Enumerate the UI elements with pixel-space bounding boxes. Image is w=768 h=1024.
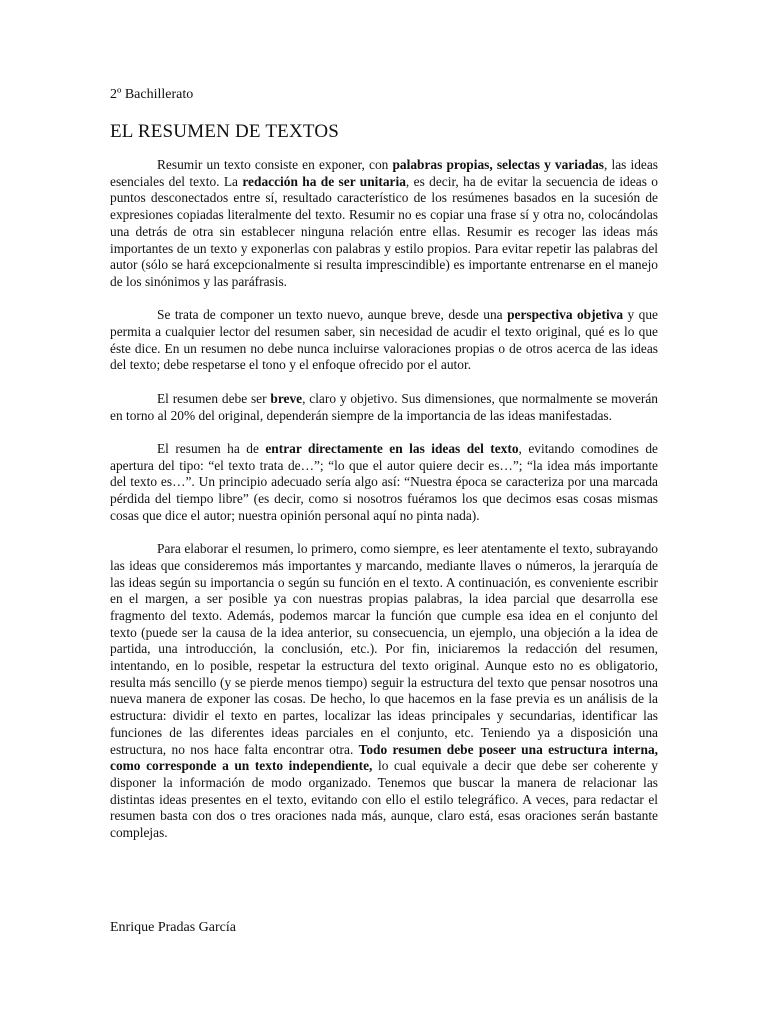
paragraph <box>110 441 658 525</box>
text-run: lo cual equivale a decir que debe ser coherente y disponer la información de modo organizado. Tenemos que buscar la manera de relacionar las distintas ideas presentes en el texto, evitando con ello el estilo telegráfico. A veces, para redactar el resumen basta con dos o tres oraciones nada más, aunque, claro está, esas oraciones serán bastante complejas. <box>110 758 658 841</box>
bold-text: perspectiva objetiva <box>507 307 624 323</box>
text-run: , es decir, ha de evitar la secuencia de ideas o puntos desconectados entre sí, resultado característico de los resúmenes basados en la sucesión de expresiones copiadas literalmente del texto. Resumir no es copiar una frase sí y otra no, colocándolas una detrás de otra sin establecer ninguna relación entre ellas. Resumir es recoger las ideas más importantes de un texto y exponerlas con palabras y estilo propios. Para evitar repetir las palabras del autor (sólo se hará excepcionalmente si resulta imprescindible) es importante entrenarse en el manejo de los sinónimos y las paráfrasis. <box>110 173 658 289</box>
bold-text: palabras propias, selectas y variadas <box>392 157 605 172</box>
text-run: El resumen ha de <box>157 440 266 456</box>
text-run: Se trata de componer un texto nuevo, aunque breve, desde una <box>157 307 508 323</box>
bold-text: entrar directamente en las ideas del texto <box>265 440 519 456</box>
paragraph <box>110 307 658 374</box>
paragraph <box>110 391 658 424</box>
text-run: Resumir un texto consiste en exponer, con <box>157 157 393 172</box>
paragraph <box>110 541 658 842</box>
text-run: El resumen debe ser <box>157 390 271 406</box>
text-run: Para elaborar el resumen, lo primero, como siempre, es leer atentamente el texto, subrayando las ideas que consideremos más importantes y marcando, mediante llaves o números, la jerarquía de las ideas según su importancia o según su función en el texto. A continuación, es conveniente escribir en el margen, a ser posible ya con nuestras propias palabras, la idea parcial que desarrolla ese fragmento del texto. Además, podemos marcar la función que cumple esa idea en el conjunto del texto (puede ser la causa de la idea anterior, su consecuencia, un ejemplo, una objeción a la idea de partida, una introducción, la conclusión, etc.). Por fin, iniciaremos la redacción del resumen, intentando, en lo posible, respetar la estructura del texto original. Aunque esto no es obligatorio, resulta más sencillo (y se pierde menos tiempo) seguir la estructura del texto que pensar nosotros una nueva manera de exponer las cosas. De hecho, lo que hacemos en la fase previa es un análisis de la estructura: dividir el texto en partes, localizar las ideas principales y secundarias, identificar las funciones de las diferentes ideas parciales en el conjunto, etc. Teniendo ya a disposición una estructura, no nos hace falta encontrar otra. <box>110 541 658 757</box>
text-run: , evitando comodines de apertura del tipo: “el texto trata de…”; “lo que el autor quiere decir es…”; “la idea más importante del texto es…”. Un principio adecuado sería algo así: “Nuestra época se caracteriza por una marcada pérdida del tiempo libre” (es decir, como si nosotros fuéramos los que decimos esas cosas mismas cosas que dice el autor; nuestra opinión personal aquí no pinta nada). <box>110 440 658 523</box>
text-run: , claro y objetivo. Sus dimensiones, que normalmente se moverán en torno al 20% del original, dependerán siempre de la importancia de las ideas manifestadas. <box>110 390 658 423</box>
course-label: 2º Bachillerato <box>110 87 194 102</box>
bold-text: redacción ha de ser unitaria <box>242 173 406 189</box>
document-body <box>110 157 658 842</box>
paragraph <box>110 157 658 291</box>
bold-text: Todo resumen debe poseer una estructura interna, como corresponde a un texto independiente, <box>110 741 658 774</box>
bold-text: breve <box>270 390 303 406</box>
text-run: y que permita a cualquier lector del resumen saber, sin necesidad de acudir el texto original, qué es lo que éste dice. En un resumen no debe nunca incluirse valoraciones propias o de otros acerca de las ideas del texto; debe respetarse el tono y el enfoque ofrecido por el autor. <box>110 307 658 373</box>
text-run: , las ideas esenciales del texto. La <box>110 157 659 189</box>
document-title: EL RESUMEN DE TEXTOS <box>110 121 340 142</box>
author-name: Enrique Pradas García <box>110 920 236 935</box>
